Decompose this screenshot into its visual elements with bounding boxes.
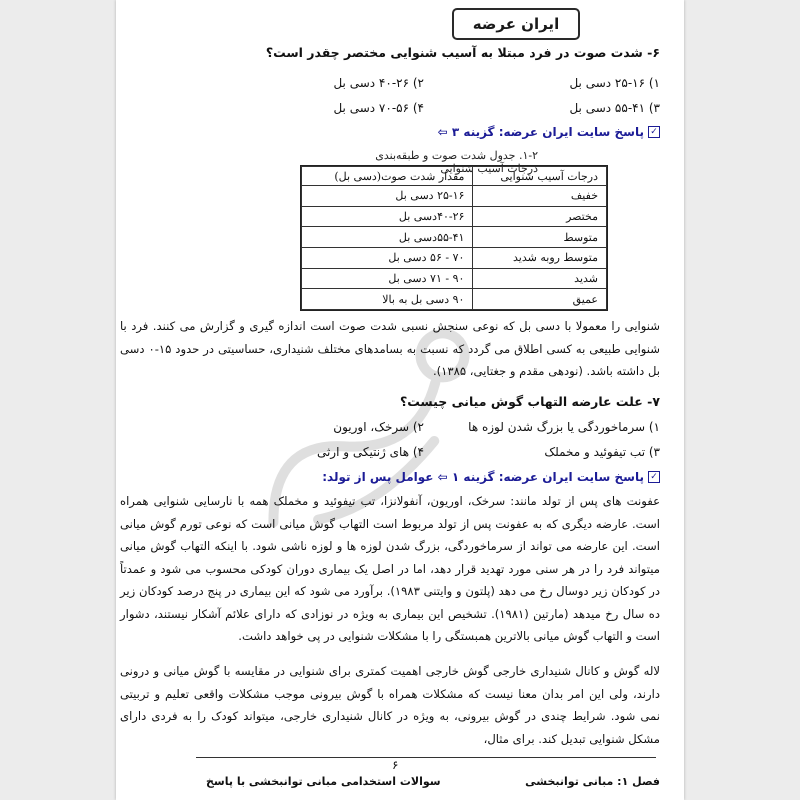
table-cell-degree: شدید	[473, 268, 607, 289]
page-number: ۶	[392, 758, 399, 772]
q6-option-2: ۲) ۴۰-۲۶ دسی بل	[333, 76, 424, 90]
q7-option-4: ۴) های ژنتیکی و ارثی	[316, 445, 424, 459]
table-row	[302, 186, 607, 207]
q6-option-1: ۱) ۲۵-۱۶ دسی بل	[569, 76, 660, 90]
table-row	[302, 289, 607, 310]
q7-option-2: ۲) سرخک، اوریون	[333, 420, 424, 434]
table-caption: ۱-۲. جدول شدت صوت و طبقه‌بندی درجات آسیب شنوایی	[375, 149, 538, 175]
q7-option-3: ۳) تب تیفوئید و مخملک	[544, 445, 660, 459]
footer-book-title: سوالات استخدامی مبانی توانبخشی با پاسخ	[206, 775, 441, 788]
document-page	[116, 0, 684, 800]
q7-option-1: ۱) سرماخوردگی یا بزرگ شدن لوزه ها	[468, 420, 660, 434]
table-cell-intensity: ۴۰-۲۶دسی بل	[302, 206, 473, 227]
table-header-row	[302, 167, 607, 186]
q6-answer	[438, 125, 660, 139]
footer-divider	[196, 757, 656, 758]
q6-answer-text: پاسخ سایت ایران عرضه: گزینه ۳ ⇦	[437, 125, 644, 139]
table-cell-degree: متوسط	[473, 227, 607, 248]
checkbox-icon: ✓	[648, 471, 660, 483]
table-cell-degree: خفیف	[473, 186, 607, 207]
table-cell-degree: متوسط روبه شدید	[473, 247, 607, 268]
table-cell-intensity: ۹۰ - ۷۱ دسی بل	[302, 268, 473, 289]
table-header-degree: درجات آسیب شنوایی	[473, 167, 607, 186]
table-cell-intensity: ۵۵-۴۱دسی بل	[302, 227, 473, 248]
q6-option-3: ۳) ۵۵-۴۱ دسی بل	[569, 101, 660, 115]
question-7-title: ۷- علت عارضه التهاب گوش میانی چیست؟	[399, 394, 660, 409]
table-header-intensity: مقدار شدت صوت(دسی بل)	[302, 167, 473, 186]
hearing-loss-table	[300, 165, 608, 311]
checkbox-icon: ✓	[648, 126, 660, 138]
table-row	[302, 227, 607, 248]
footer-chapter-title: فصل ۱: مبانی توانبخشی	[525, 775, 660, 788]
table-cell-degree: مختصر	[473, 206, 607, 227]
site-logo	[452, 8, 580, 40]
table-cell-intensity: ۲۵-۱۶ دسی بل	[302, 186, 473, 207]
logo-text: ایران عرضه	[472, 15, 560, 33]
table-cell-degree: عمیق	[473, 289, 607, 310]
paragraph-hearing-measurement: شنوایی را معمولا با دسی بل که نوعی سنجش نسبی شدت صوت است اندازه گیری و گزارش می کنند. فرد با شنوایی طبیعی به کسی اطلاق می گردد که نسبت به بسامدهای مختلف شنیداری، حساسیتی در حدود ۱۵-۰ دسی بل داشته باشد. (نودهی مقدم و جغتایی، ۱۳۸۵).	[120, 319, 660, 378]
paragraph-outer-ear: لاله گوش و کانال شنیداری خارجی گوش خارجی اهمیت کمتری برای شنوایی در مقایسه با گوش میانی و درونی دارند، ولی این امر بدان معنا نیست که مشکلات همراه با گوش بیرونی موجب مشکلات واقعی تعلیم و تربیتی نمی شود. شرایط چندی در گوش بیرونی، به ویژه در کانال شنیداری خارجی، میتواند کودک را به فردی دارای مشکل شنوایی تبدیل کند. برای مثال،	[120, 664, 660, 746]
table-cell-intensity: ۷۰ - ۵۶ دسی بل	[302, 247, 473, 268]
q7-answer-text: پاسخ سایت ایران عرضه: گزینه ۱ ⇦ عوامل پس از تولد:	[322, 470, 644, 484]
table-row	[302, 247, 607, 268]
table-row	[302, 268, 607, 289]
table-row	[302, 206, 607, 227]
paragraph-otitis-media: عفونت های پس از تولد مانند: سرخک، اوریون، آنفولانزا، تب تیفوئید و مخملک همه با نارسایی شنوایی همراه است. عارضه دیگری که به عفونت پس از تولد مربوط است التهاب گوش میانی است که نوعی تورم گوش میانی است. این عارضه می تواند از سرماخوردگی، بزرگ شدن لوزه ها و لوزه ناشی شود. با اینکه التهاب گوش میانی میتواند فرد را در هر سنی مورد تهدید قرار دهد، اما در اصل یک بیماری دوران کودکی محسوب می شود و عمدتاً در کودکان زیر دوسال رخ می دهد (پلتون و وایتنی ۱۹۸۳). برآورد می شود که این بیماری در پنج درصد کودکان زیر ده سال رخ میدهد (مارتین (۱۹۸۱). تشخیص این بیماری به ویژه در نوزادی که دارای علائم آشکار نیستند، دشوار است و التهاب گوش میانی بالاترین همبستگی را با مشکلات شنوایی در پی خواهد داشت.	[120, 494, 660, 643]
q6-option-4: ۴) ۷۰-۵۶ دسی بل	[333, 101, 424, 115]
q7-answer	[322, 470, 660, 484]
question-6-title: ۶- شدت صوت در فرد مبتلا به آسیب شنوایی مختصر چقدر است؟	[265, 45, 660, 60]
table-cell-intensity: ۹۰ دسی بل به بالا	[302, 289, 473, 310]
